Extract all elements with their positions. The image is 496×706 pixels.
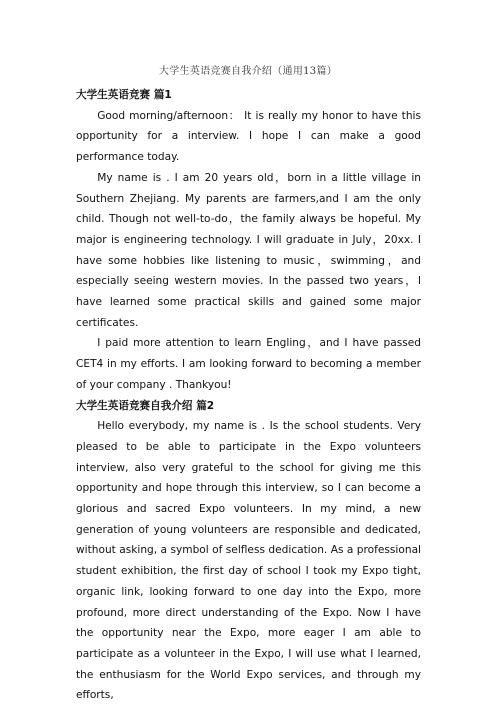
paragraph: Good morning/afternoon： It is really my honor to have this opportunity for a interview. I hope I can make a good performance today.: [76, 109, 421, 164]
document-body: [76, 85, 421, 706]
document-title: 大学生英语竞赛自我介绍（通用13篇）: [158, 66, 338, 77]
paragraph: Hello everybody, my name is . Is the school students. Very pleased to be able to participate in the Expo volunteers interview, also very grateful to the school for giving me this opportunity and hope through this interview, so I can become a glorious and sacred Expo volunteers. In my mind, a new generation of young volunteers are responsible and dedicated, without asking, a symbol of selfless dedication. As a professional student exhibition, the first day of school I took my Expo tight, organic link, looking forward to one day into the Expo, more profound, more direct understanding of the Expo. Now I have the opportunity near the Expo, more eager I am able to participate as a volunteer in the Expo, I will use what I learned, the enthusiasm for the World Expo services, and through my efforts,: [76, 420, 421, 702]
section-heading: 大学生英语竞赛自我介绍 篇2: [76, 399, 215, 412]
paragraph: My name is . I am 20 years old，born in a little village in Southern Zhejiang. My parents are farmers,and I am the only child. Though not well-to-do，the family always be hopeful. My major is engineering technology. I will graduate in July，20xx. I have some hobbies like listening to music，swimming，and especially seeing western movies. In the passed two years，I have learned some practical skills and gained some major certificates.: [76, 171, 421, 329]
section-1: [76, 85, 421, 396]
section-2: [76, 396, 421, 706]
paragraph: I paid more attention to learn Engling，and I have passed CET4 in my efforts. I am looking forward to becoming a member of your company . Thankyou!: [76, 337, 421, 391]
section-heading: 大学生英语竞赛 篇1: [76, 89, 172, 101]
